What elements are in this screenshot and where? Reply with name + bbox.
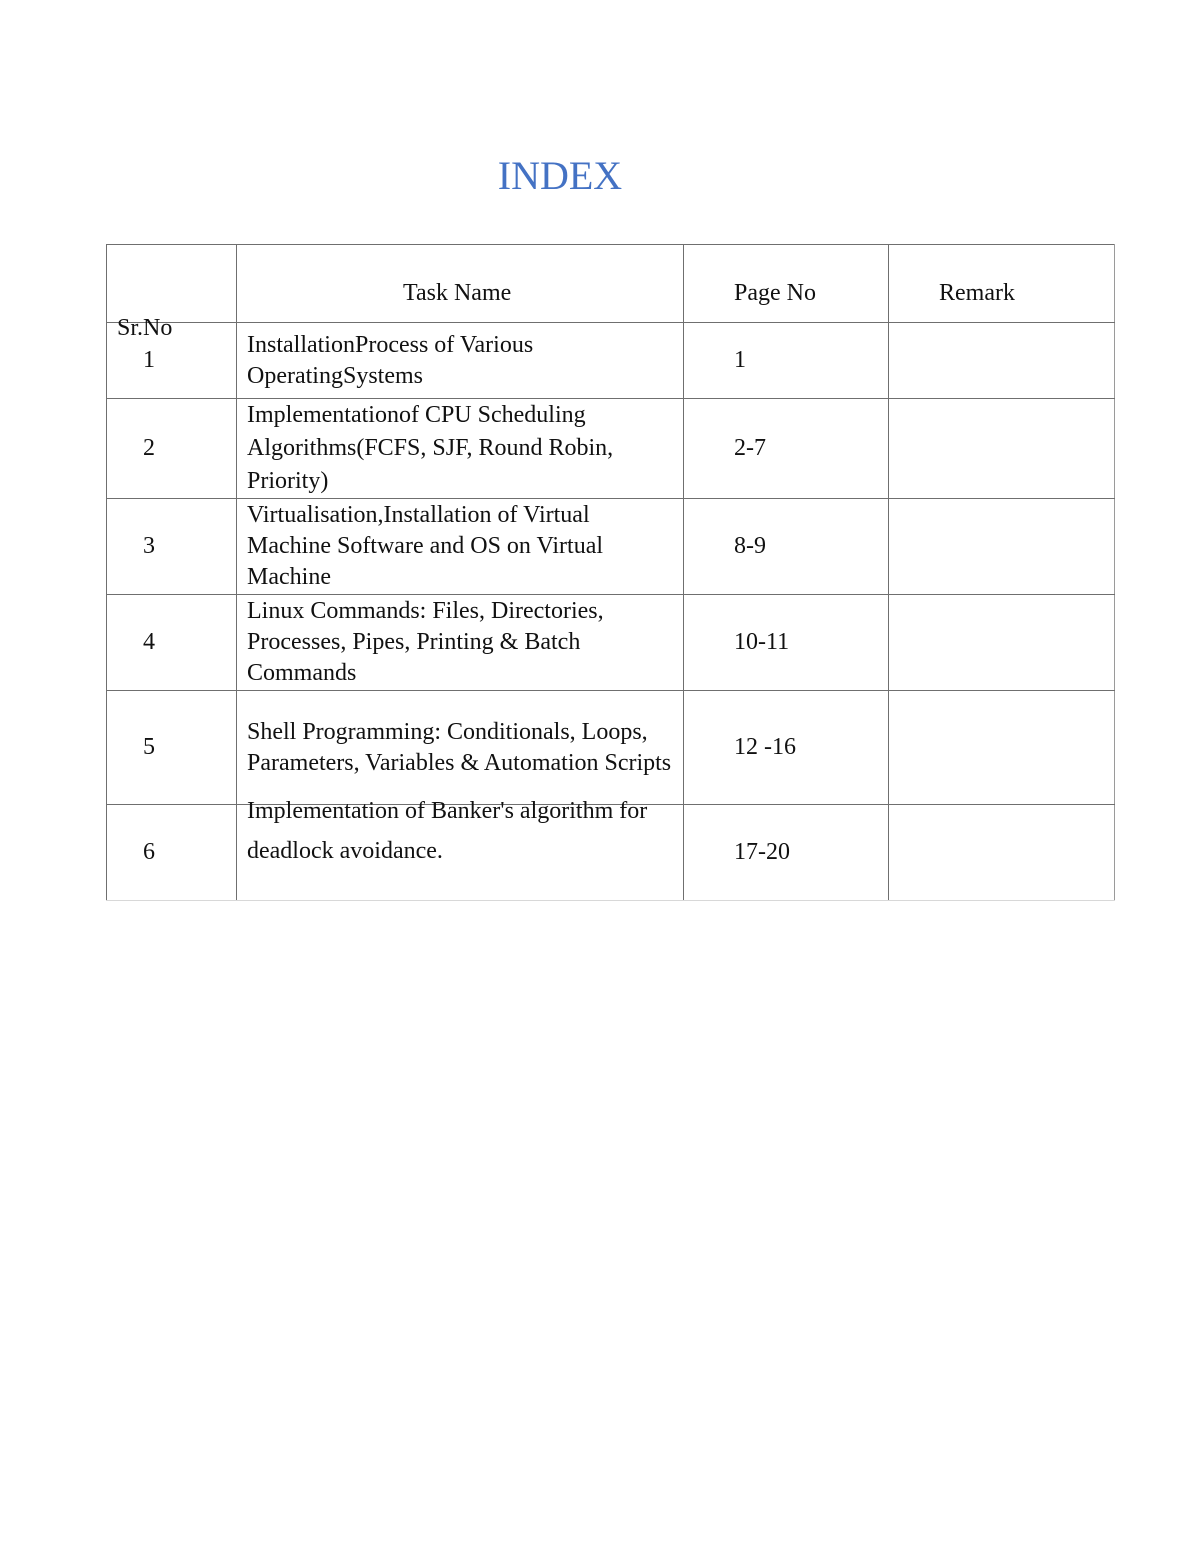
task-name-cell — [237, 399, 684, 499]
task-name-text: InstallationProcess of Various OperatingSystems — [247, 331, 534, 389]
table-row — [107, 805, 1115, 901]
task-name-cell — [237, 323, 684, 399]
task-name-text: Linux Commands: Files, Directories, Processes, Pipes, Printing & Batch Commands — [247, 598, 604, 686]
table-row — [107, 691, 1115, 805]
table-row — [107, 499, 1115, 595]
task-name-text: Implementation of Banker's algorithm for deadlock avoidance. — [247, 798, 648, 864]
page-no-cell: 10-11 — [684, 595, 889, 691]
task-name-text: Shell Programming: Conditionals, Loops, Parameters, Variables & Automation Scripts — [247, 718, 672, 776]
header-remark: Remark — [889, 245, 1115, 323]
remark-cell — [889, 805, 1115, 901]
task-name-cell — [237, 595, 684, 691]
page-no-cell: 1 — [684, 323, 889, 399]
table-row — [107, 595, 1115, 691]
task-name-cell — [237, 499, 684, 595]
sr-no-cell: 5 — [107, 691, 237, 805]
sr-no-cell: 4 — [107, 595, 237, 691]
page-no-cell: 17-20 — [684, 805, 889, 901]
sr-no-cell: 6 — [107, 805, 237, 901]
task-name-cell — [237, 798, 684, 901]
table-row — [107, 399, 1115, 499]
page-no-cell: 2-7 — [684, 399, 889, 499]
table-header-row — [107, 245, 1115, 323]
header-task-name: Task Name — [237, 245, 684, 323]
remark-cell — [889, 399, 1115, 499]
page-no-cell: 12 -16 — [684, 691, 889, 805]
task-name-text: Virtualisation,Installation of Virtual Machine Software and OS on Virtual Machine — [247, 502, 604, 590]
task-name-cell — [237, 691, 684, 805]
sr-no-cell: 1 — [107, 323, 237, 399]
sr-no-cell: 3 — [107, 499, 237, 595]
page-no-cell: 8-9 — [684, 499, 889, 595]
remark-cell — [889, 323, 1115, 399]
remark-cell — [889, 595, 1115, 691]
header-page-no: Page No — [684, 245, 889, 323]
remark-cell — [889, 691, 1115, 805]
sr-no-cell: 2 — [107, 399, 237, 499]
index-table — [106, 244, 1115, 901]
page-title: INDEX — [497, 153, 623, 198]
table-row — [107, 323, 1115, 399]
header-sr-no: Sr.No — [107, 245, 237, 323]
task-name-text: Implementationof CPU Scheduling Algorithms(FCFS, SJF, Round Robin, Priority) — [247, 402, 614, 494]
remark-cell — [889, 499, 1115, 595]
